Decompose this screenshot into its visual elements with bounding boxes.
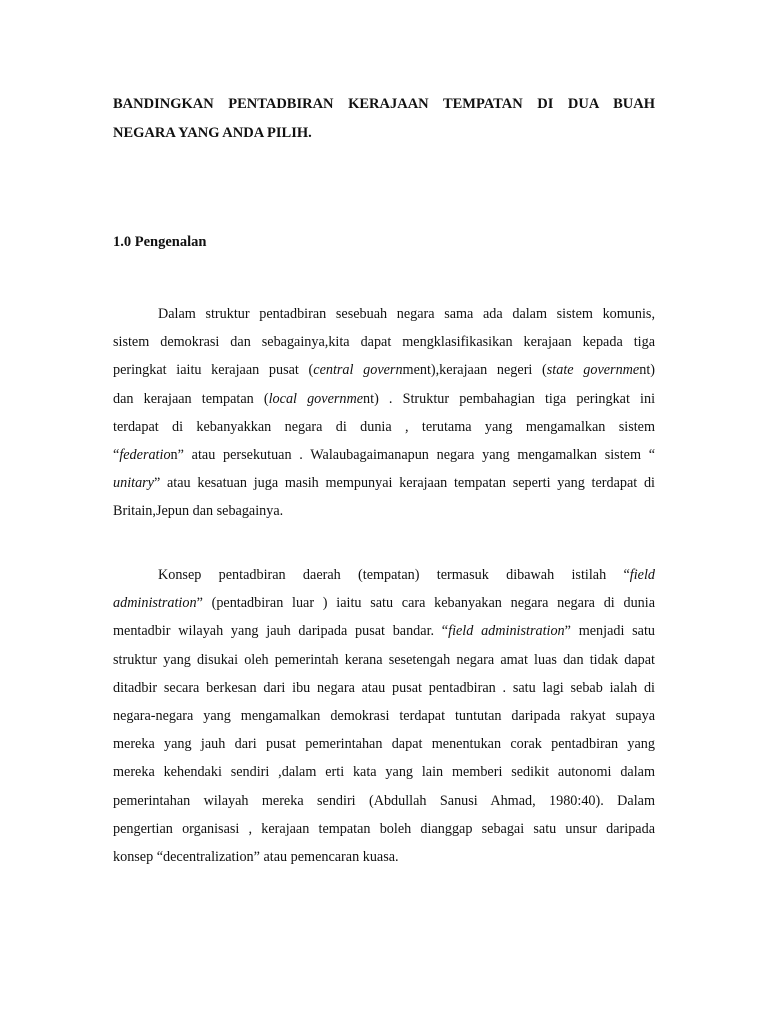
italic-term: administration xyxy=(113,595,197,612)
line-text: sistem demokrasi dan sebagainya,kita dapat mengklasifikasikan kerajaan kepada tiga xyxy=(113,334,655,351)
paragraph-line xyxy=(113,589,655,617)
paragraph-line xyxy=(113,702,655,730)
line-text: pengertian organisasi , kerajaan tempatan boleh dianggap sebagai satu unsur daripada xyxy=(113,820,655,837)
italic-term: unitary xyxy=(113,475,154,492)
title-line: NEGARA YANG ANDA PILIH. xyxy=(113,125,312,141)
paragraph-line xyxy=(113,646,655,674)
italic-term: local governme xyxy=(268,390,364,407)
line-text: Dalam struktur pentadbiran sesebuah negara sama ada dalam sistem komunis, xyxy=(158,306,655,322)
line-text: n” atau persekutuan . Walaubagaimanapun negara yang mengamalkan sistem “ xyxy=(170,447,655,464)
paragraph-line xyxy=(113,815,655,843)
line-text: ment),kerajaan negeri ( xyxy=(402,362,547,379)
italic-term: state governme xyxy=(546,362,640,379)
document-page xyxy=(113,0,655,1024)
line-text: mentadbir wilayah yang jauh daripada pusat bandar. “ xyxy=(113,623,449,640)
line-text: dan kerajaan tempatan ( xyxy=(113,390,269,407)
line-text: ” (pentadbiran luar ) iaitu satu cara kebanyakan negara negara di dunia xyxy=(196,595,655,612)
line-text: ditadbir secara berkesan dari ibu negara atau pusat pentadbiran . satu lagi sebab ialah di xyxy=(113,679,655,696)
paragraph-line xyxy=(113,441,655,469)
italic-term: field xyxy=(629,567,655,583)
line-text: nt) xyxy=(639,362,655,379)
paragraph-line xyxy=(113,843,655,871)
paragraph-line xyxy=(113,356,655,384)
paragraph-line xyxy=(113,385,655,413)
section-heading: 1.0 Pengenalan xyxy=(113,234,207,250)
paragraph-introduction xyxy=(113,300,655,526)
title-line: BANDINGKAN PENTADBIRAN KERAJAAN TEMPATAN DI DUA BUAH xyxy=(113,96,655,112)
paragraph-line xyxy=(113,617,655,645)
paragraph-line xyxy=(113,730,655,758)
paragraph-line xyxy=(113,300,655,328)
line-text: peringkat iaitu kerajaan pusat ( xyxy=(113,362,314,379)
document-title xyxy=(113,90,655,148)
line-text: nt) . Struktur pembahagian tiga peringkat ini xyxy=(363,390,656,407)
paragraph-line xyxy=(113,328,655,356)
paragraph-field-administration xyxy=(113,561,655,871)
paragraph-line xyxy=(113,561,655,589)
italic-term: field administration xyxy=(448,623,565,640)
line-text: mereka kehendaki sendiri ,dalam erti kata yang lain memberi sedikit autonomi dalam xyxy=(113,764,655,781)
line-text: pemerintahan wilayah mereka sendiri (Abdullah Sanusi Ahmad, 1980:40). Dalam xyxy=(113,792,655,809)
line-text: negara-negara yang mengamalkan demokrasi terdapat tuntutan daripada rakyat supaya xyxy=(113,708,655,725)
line-text: mereka yang jauh dari pusat pemerintahan dapat menentukan corak pentadbiran yang xyxy=(113,736,655,753)
line-text: Konsep pentadbiran daerah (tempatan) termasuk dibawah istilah “ xyxy=(158,567,630,583)
italic-term: federatio xyxy=(119,447,171,464)
line-text: Britain,Jepun dan sebagainya. xyxy=(113,503,284,520)
paragraph-line xyxy=(113,413,655,441)
paragraph-line xyxy=(113,758,655,786)
line-text: “ xyxy=(113,447,120,464)
line-text: ” menjadi satu xyxy=(564,623,656,640)
line-text: ” atau kesatuan juga masih mempunyai kerajaan tempatan seperti yang terdapat di xyxy=(153,475,655,492)
line-text: struktur yang disukai oleh pemerintah kerana sesetengah negara amat luas dan tidak dapat xyxy=(113,651,655,668)
italic-term: central govern xyxy=(313,362,403,379)
line-text: konsep “decentralization” atau pemencaran kuasa. xyxy=(113,849,399,866)
paragraph-line xyxy=(113,674,655,702)
line-text: terdapat di kebanyakkan negara di dunia , terutama yang mengamalkan sistem xyxy=(113,418,655,435)
paragraph-line xyxy=(113,469,655,497)
paragraph-line xyxy=(113,787,655,815)
paragraph-line xyxy=(113,497,655,525)
